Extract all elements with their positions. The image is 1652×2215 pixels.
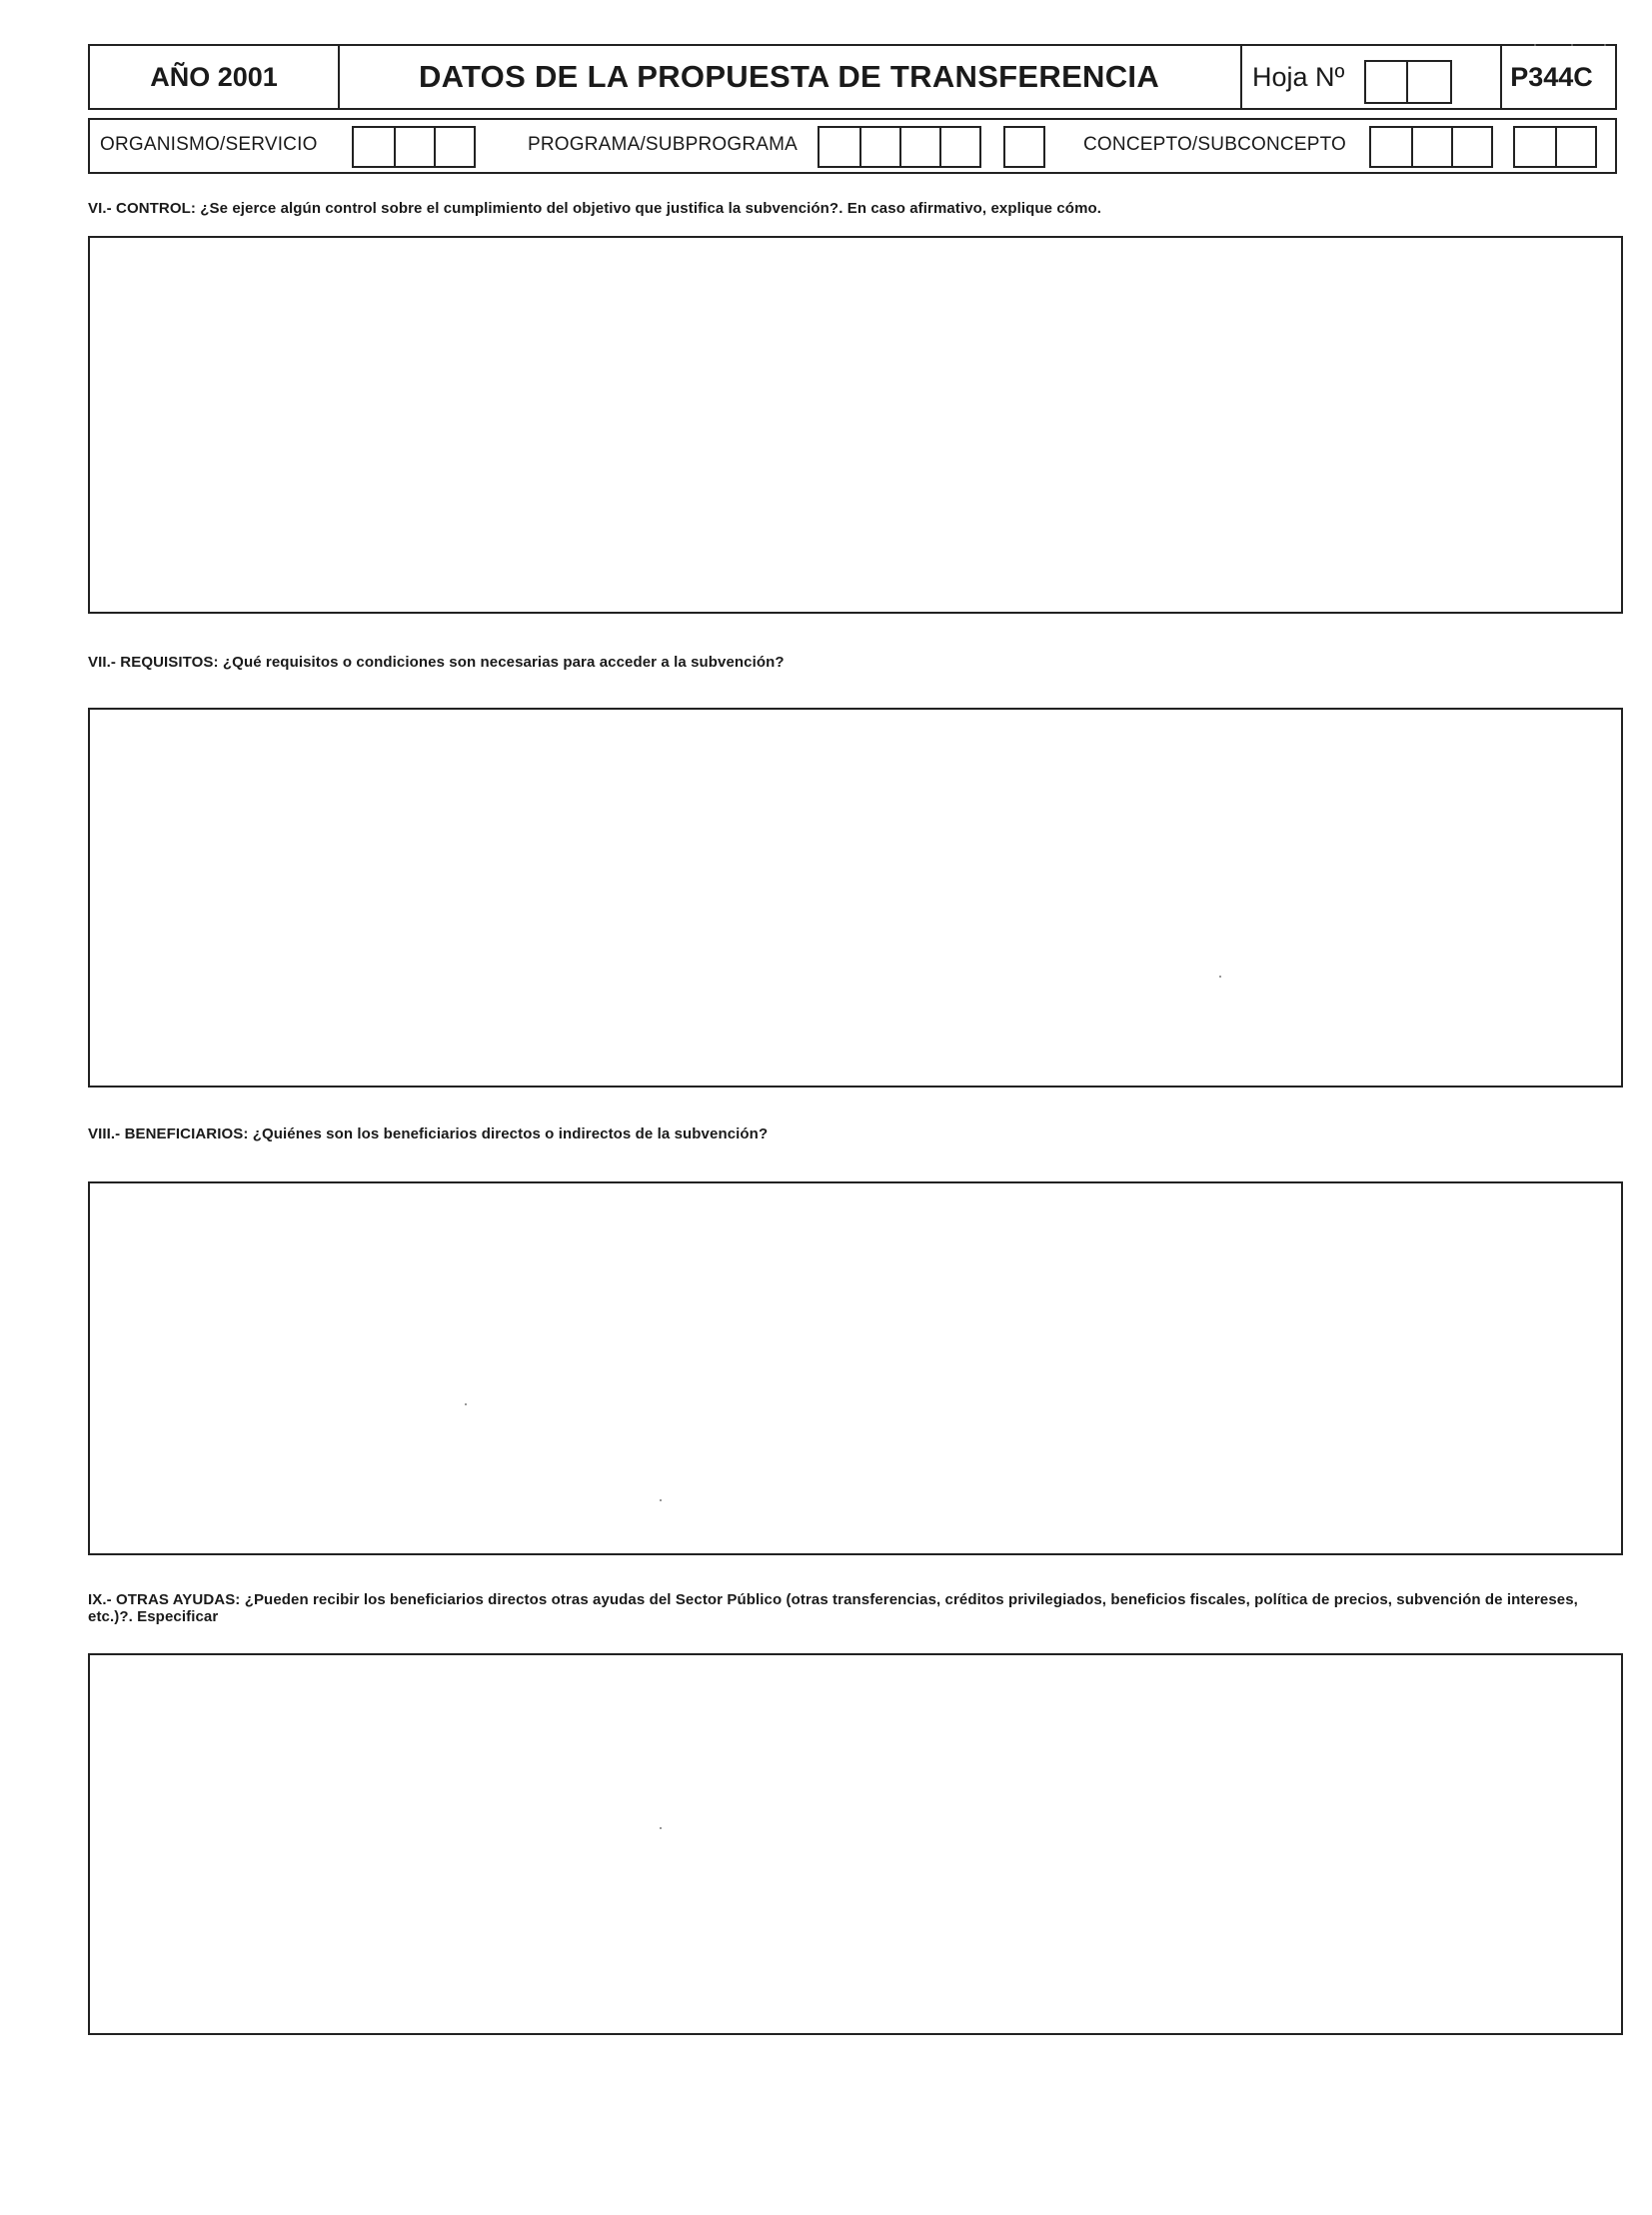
programa-label: PROGRAMA/SUBPROGRAMA (528, 134, 799, 155)
year-label: AÑO 2001 (90, 46, 340, 108)
concepto-label: CONCEPTO/SUBCONCEPTO (1083, 134, 1347, 155)
box-divider (1411, 128, 1413, 166)
requisitos-answer-box[interactable] (88, 708, 1623, 1088)
subconcepto-code-input[interactable] (1513, 126, 1597, 168)
scan-speck (1604, 44, 1606, 46)
section-question-text: ¿Se ejerce algún control sobre el cumplimiento del objetivo que justifica la subvención?. En caso afirmativo, explique cómo. (200, 200, 1102, 217)
section-number: VII.- (88, 654, 117, 671)
section-title: REQUISITOS: (120, 654, 219, 671)
box-divider (1406, 62, 1408, 102)
section-control-question (88, 200, 1627, 217)
subprograma-code-input[interactable] (1003, 126, 1045, 168)
scan-speck (1219, 976, 1221, 978)
box-divider (899, 128, 901, 166)
box-divider (939, 128, 941, 166)
scan-speck (1571, 44, 1573, 46)
form-code: P344C (1510, 61, 1593, 92)
scan-speck (1534, 44, 1536, 46)
section-requisitos-question (88, 654, 1627, 671)
box-divider (394, 128, 396, 166)
scan-speck (465, 1403, 467, 1405)
scan-speck (660, 1499, 662, 1501)
organismo-code-input[interactable] (352, 126, 476, 168)
sheet-number-input[interactable] (1364, 60, 1452, 104)
section-title: BENEFICIARIOS: (124, 1125, 249, 1142)
box-divider (1451, 128, 1453, 166)
section-number: VI.- (88, 200, 112, 217)
section-title: OTRAS AYUDAS: (116, 1591, 241, 1608)
organismo-label: ORGANISMO/SERVICIO (100, 134, 318, 155)
form-header (88, 44, 1617, 110)
section-title: CONTROL: (116, 200, 196, 217)
section-number: VIII.- (88, 1125, 121, 1142)
section-otras-ayudas-question (88, 1591, 1587, 1625)
box-divider (859, 128, 861, 166)
control-answer-box[interactable] (88, 236, 1623, 614)
box-divider (1555, 128, 1557, 166)
form-title: DATOS DE LA PROPUESTA DE TRANSFERENCIA (338, 46, 1242, 108)
section-question-text: ¿Pueden recibir los beneficiarios directos otras ayudas del Sector Público (otras transferencias, créditos privilegiados, beneficios fiscales, política de precios, subvención de intereses, etc.)?. Especificar (88, 1591, 1578, 1625)
codes-row (88, 118, 1617, 174)
sheet-number-label: Hoja Nº (1252, 61, 1345, 92)
concepto-code-input[interactable] (1369, 126, 1493, 168)
section-number: IX.- (88, 1591, 112, 1608)
section-question-text: ¿Qué requisitos o condiciones son necesarias para acceder a la subvención? (222, 654, 785, 671)
box-divider (434, 128, 436, 166)
scan-speck (660, 1827, 662, 1829)
sheet-number-field (1240, 46, 1502, 108)
section-question-text: ¿Quiénes son los beneficiarios directos o indirectos de la subvención? (252, 1125, 769, 1142)
section-beneficiarios-question (88, 1125, 1627, 1142)
beneficiarios-answer-box[interactable] (88, 1181, 1623, 1555)
programa-code-input[interactable] (818, 126, 981, 168)
otras-ayudas-answer-box[interactable] (88, 1653, 1623, 2035)
